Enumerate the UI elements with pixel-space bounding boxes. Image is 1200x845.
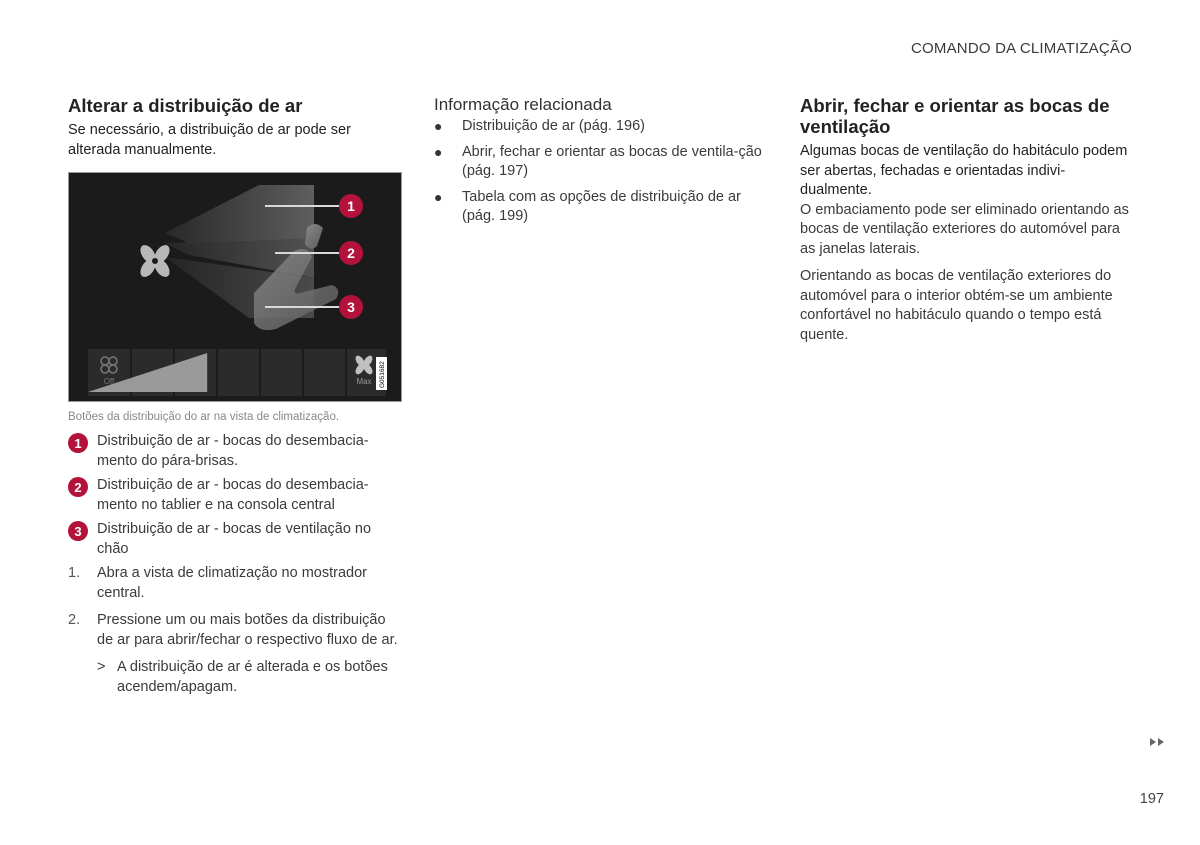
step-number: 1.: [68, 565, 81, 581]
legend-badge: 3: [68, 521, 88, 541]
procedure-steps: [68, 564, 402, 697]
page-number: 197: [1139, 791, 1164, 807]
callout-number-2: 2: [347, 245, 355, 261]
legend-item: [68, 432, 402, 471]
related-link-text[interactable]: Tabela com as opções de distribuição de ar (pág. 199): [462, 188, 741, 224]
callout-number-1: 1: [347, 198, 355, 214]
legend-badge: 2: [68, 477, 88, 497]
running-header: COMANDO DA CLIMATIZAÇÃO: [910, 40, 1132, 57]
step-text: Pressione um ou mais botões da distribuição de ar para abrir/fechar o respectivo fluxo de ar.: [97, 612, 398, 648]
paragraph: O embaciamento pode ser eliminado orientando as bocas de ventilação exteriores do automóvel para as janelas laterais.: [800, 201, 1129, 257]
step-text: Abra a vista de climatização no mostrador central.: [97, 565, 367, 601]
section-heading: Abrir, fechar e orientar as bocas de ventilação: [800, 95, 1110, 137]
figure-caption: Botões da distribuição do ar na vista de climatização.: [68, 411, 340, 423]
related-link-text[interactable]: Abrir, fechar e orientar as bocas de ventila-ção (pág. 197): [462, 143, 762, 179]
fan-off-label: Off: [103, 377, 115, 386]
related-link-item[interactable]: [434, 188, 764, 227]
related-links: [434, 117, 764, 227]
column-left: [68, 95, 402, 697]
related-info-heading: Informação relacionada: [434, 95, 612, 114]
procedure-step: [68, 611, 402, 650]
result-text: A distribuição de ar é alterada e os botões acendem/apagam.: [117, 659, 388, 695]
paragraph: Orientando as bocas de ventilação exteriores do automóvel para o interior obtém-se um ambiente confortável no habitáculo quando o tempo está quente.: [800, 268, 1113, 343]
fan-max-label: Max: [356, 377, 372, 386]
related-link-item[interactable]: [434, 117, 764, 137]
procedure-step: [68, 564, 402, 603]
bullet-icon: ●: [434, 143, 443, 160]
step-result: [97, 658, 402, 697]
section-heading: Alterar a distribuição de ar: [68, 95, 303, 116]
callout-number-3: 3: [347, 299, 355, 315]
callout-legend: [68, 432, 402, 559]
step-number: 2.: [68, 612, 81, 628]
related-link-text[interactable]: Distribuição de ar (pág. 196): [462, 118, 645, 134]
image-code: G051682: [379, 361, 386, 388]
air-distribution-illustration: [69, 173, 401, 401]
seat-shape: [305, 224, 323, 249]
legend-text: Distribuição de ar - bocas de ventilação no chão: [97, 521, 372, 557]
windscreen-beam: [165, 185, 314, 243]
result-marker: >: [97, 659, 106, 675]
bullet-icon: ●: [434, 188, 443, 205]
continue-arrow-icon: [1148, 735, 1168, 749]
column-middle: [434, 95, 764, 233]
legend-item: [68, 520, 402, 559]
legend-item: [68, 476, 402, 515]
legend-badge: 1: [68, 433, 88, 453]
fan-icon: [137, 242, 172, 279]
climate-screen-figure: [68, 172, 402, 402]
legend-text: Distribuição de ar - bocas do desembacia-mento no tablier e na consola central: [97, 477, 369, 513]
intro-text: Se necessário, a distribuição de ar pode ser alterada manualmente.: [68, 122, 351, 158]
bullet-icon: ●: [434, 118, 443, 134]
related-link-item[interactable]: [434, 143, 764, 182]
legend-text: Distribuição de ar - bocas do desembacia-mento do pára-brisas.: [97, 433, 369, 469]
section-intro: Algumas bocas de ventilação do habitáculo podem ser abertas, fechadas e orientadas indivi-dualmente.: [800, 143, 1128, 198]
column-right: [800, 95, 1134, 345]
